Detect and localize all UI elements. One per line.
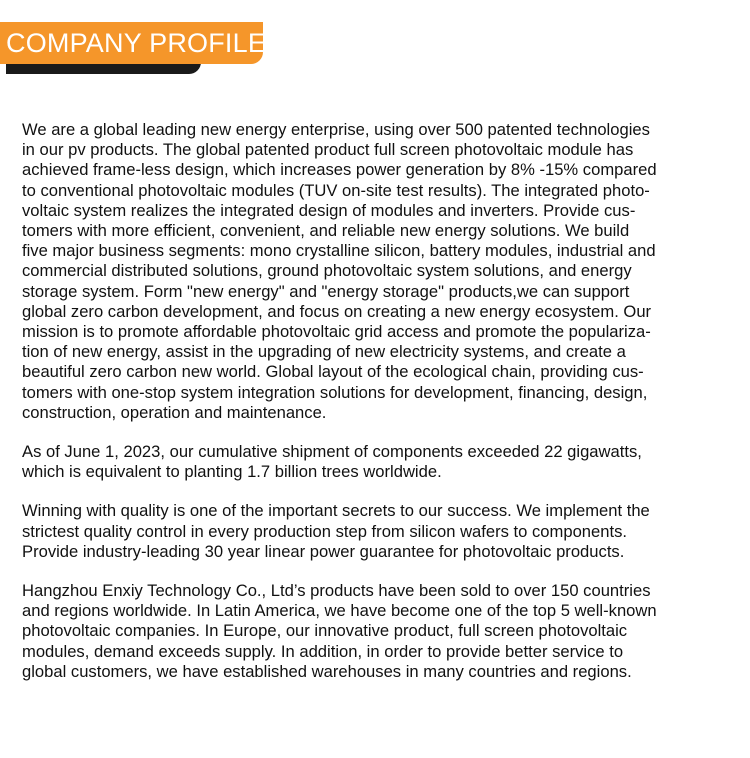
header-banner bbox=[0, 22, 267, 64]
paragraph-shipment: As of June 1, 2023, our cumulative shipment of components exceeded 22 gigawatts, which is equivalent to planting 1.7 billion trees worldwide. bbox=[22, 442, 642, 482]
page-title: COMPANY PROFILE bbox=[6, 27, 267, 58]
paragraph-global-reach: Hangzhou Enxiy Technology Co., Ltd’s products have been sold to over 150 countries and regions worldwide. In Latin America, we have become one of the top 5 well-known photovoltaic companies. In Europe, our innovative product, full screen photovoltaic modules, demand exceeds supply. In addition, in order to provide better service to global customers, we have established warehouses in many countries and regions. bbox=[22, 581, 657, 681]
paragraph-overview: We are a global leading new energy enterprise, using over 500 patented technologies in our pv products. The global patented product full screen photovoltaic module has achieved frame-less design, which increases power generation by 8% -15% compared to conventional photovoltaic modules (TUV on-site test results). The integrated photo- voltaic system realizes the integrated design of modules and inverters. Provide cus- tomers with more efficient, convenient, and reliable new energy solutions. We build five major business segments: mono crystalline silicon, battery modules, industrial and commercial distributed solutions, ground photovoltaic system solutions, and energy storage system. Form "new energy" and "energy storage" products,we can support global zero carbon development, and focus on creating a new energy ecosystem. Our mission is to promote affordable photovoltaic grid access and promote the populariza- tion of new energy, assist in the upgrading of new electricity systems, and create a beautiful zero carbon new world. Global layout of the ecological chain, providing cus- tomers with one-stop system integration solutions for development, financing, design, construction, operation and maintenance. bbox=[22, 120, 657, 422]
section-header bbox=[0, 0, 270, 80]
paragraph-quality: Winning with quality is one of the important secrets to our success. We implement the strictest quality control in every production step from silicon wafers to components. Provide industry-leading 30 year linear power guarantee for photovoltaic products. bbox=[22, 501, 650, 561]
profile-body bbox=[22, 120, 728, 701]
